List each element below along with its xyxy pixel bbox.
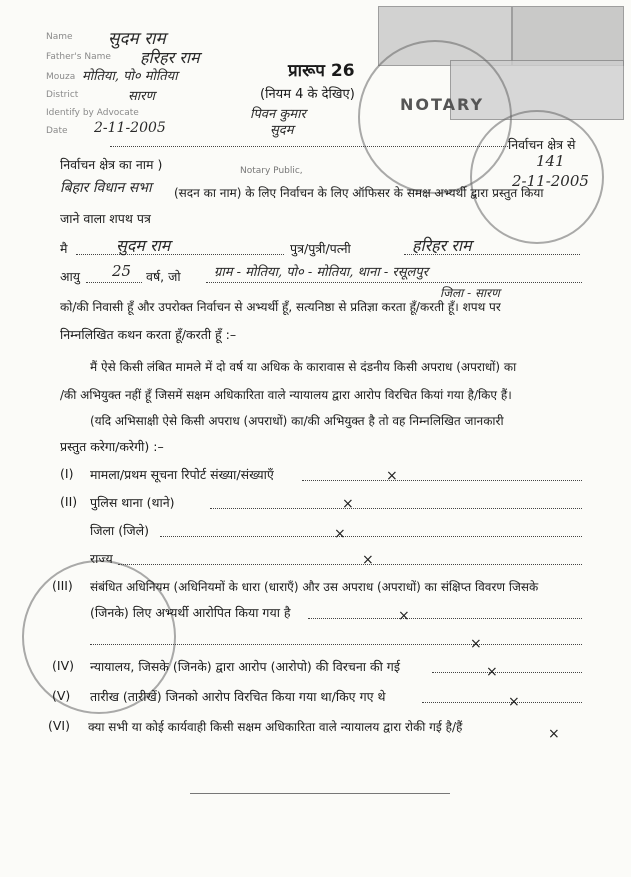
label-date: Date [46, 126, 68, 136]
dots-name [76, 254, 284, 255]
item-1-text: मामला/प्रथम सूचना रिपोर्ट संख्या/संख्याएँ [90, 467, 274, 482]
line-statement: निम्नलिखित कथन करता हूँ/करती हूँ :– [60, 327, 237, 342]
label-mouza: Mouza [46, 72, 76, 82]
notary-public: Notary Public, [240, 166, 303, 176]
hw-father-2: हरिहर राम [412, 236, 472, 255]
item-5-line [308, 618, 582, 619]
hw-constituency-date: 2-11-2005 [512, 172, 589, 190]
hw-name: सुदम राम [108, 29, 166, 49]
label-name: Name [46, 32, 73, 42]
cross-mark: × [386, 468, 398, 484]
para-2b: प्रस्तुत करेगा/करेगी) :– [60, 439, 164, 454]
hw-father: हरिहर राम [140, 48, 200, 67]
item-7-text: न्यायालय, जिसके (जिनके) द्वारा आरोप (आरोपो) की विरचना की गई [90, 659, 400, 674]
item-5-line-2 [90, 644, 582, 645]
item-2-text: पुलिस थाना (थाने) [90, 495, 175, 510]
line-affidavit: जाने वाला शपथ पत्र [60, 211, 151, 226]
label-advocate: Identify by Advocate [46, 108, 139, 118]
cross-mark: × [342, 496, 354, 512]
item-2-line [210, 508, 582, 509]
hw-address: ग्राम - मोतिया, पो० - मोतिया, थाना - रसूलपुर [214, 265, 429, 280]
hw-address-2: जिला - सारण [440, 286, 500, 300]
hw-constituency-no: 141 [536, 152, 565, 170]
line-constituency-name: निर्वाचन क्षेत्र का नाम ) [60, 157, 163, 172]
hw-age: 25 [112, 262, 132, 280]
hw-district: सारण [128, 89, 155, 104]
cross-mark: × [486, 664, 498, 680]
hw-house: बिहार विधान सभा [60, 180, 152, 196]
fee-stamp [512, 6, 624, 66]
item-4-text: राज्य [90, 551, 113, 566]
item-5-text: संबंधित अधिनियम (अधिनियमों के धारा (धाराएँ) और उस अपराध (अपराधों) का संक्षिप्त विवरण जिसके [90, 580, 539, 594]
line-main: मै [60, 241, 68, 256]
item-9-num: (VI) [48, 718, 70, 733]
item-1-line [302, 480, 582, 481]
item-3-line [160, 536, 582, 537]
hw-signature: सुदम [270, 123, 294, 138]
item-3-text: जिला (जिले) [90, 523, 149, 538]
cross-mark: × [470, 636, 482, 652]
dots-age [86, 282, 142, 283]
cross-mark: × [548, 726, 560, 742]
item-2-num: (II) [60, 494, 78, 509]
item-7-line [432, 672, 582, 673]
dots-address [206, 282, 582, 283]
form-number: प्रारूप 26 [288, 61, 355, 81]
cross-mark: × [398, 608, 410, 624]
line-resident: को/की निवासी हूँ और उपरोक्त निर्वाचन से अभ्यर्थी हूँ, सत्यनिष्ठा से प्रतिज्ञा करता हूँ/करती हूँ। शपथ पर [60, 300, 501, 314]
dots-top [110, 146, 508, 147]
hw-village: मोतिया, पो० मोतिया [82, 69, 178, 84]
item-4-line [118, 564, 582, 565]
label-district: District [46, 90, 79, 100]
line-years: वर्ष, जो [146, 269, 181, 284]
hw-date: 2-11-2005 [94, 120, 166, 136]
item-8-line [422, 702, 582, 703]
bottom-rule [190, 793, 450, 794]
line-constituency-from: निर्वाचन क्षेत्र से [508, 137, 576, 152]
cross-mark: × [508, 694, 520, 710]
item-5-num: (III) [52, 578, 73, 593]
cross-mark: × [334, 526, 346, 542]
para-1a: मैं ऐसे किसी लंबित मामले में दो वर्ष या अधिक के कारावास से दंडनीय किसी अपराध (अपराधों) का [90, 360, 517, 374]
item-8-text: तारीख (तारीखें) जिनको आरोप विरचित किया गया था/किए गए थे [90, 689, 386, 704]
item-7-num: (IV) [52, 658, 74, 673]
item-1-num: (I) [60, 466, 74, 481]
line-age: आयु [60, 269, 81, 284]
para-1b: /की अभियुक्त नहीं हूँ जिसमें सक्षम अधिकारिता वाले न्यायालय द्वारा आरोप विरचित कियां गया है/किए हैं। [60, 388, 512, 402]
item-8-num: (V) [52, 688, 71, 703]
cross-mark: × [362, 552, 374, 568]
form-rule: (नियम 4 के देखिए) [260, 87, 355, 102]
seal-text: NOTARY [400, 95, 485, 114]
para-2a: (यदि अभिसाक्षी ऐसे किसी अपराध (अपराधों) का/की अभियुक्त है तो वह निम्नलिखित जानकारी [90, 414, 504, 428]
line-house: (सदन का नाम) के लिए निर्वाचन के लिए ऑफिसर के समक्ष अभ्यर्थी द्वारा प्रस्तुत किया [174, 186, 544, 200]
hw-advocate: पिवन कुमार [250, 107, 306, 122]
item-9-text: क्या सभी या कोई कार्यवाही किसी सक्षम अधिकारिता वाले न्यायालय द्वारा रोकी गई है/हैं [88, 720, 463, 734]
line-relation: पुत्र/पुत्री/पत्नी [290, 241, 351, 256]
item-5b-text: (जिनके) लिए अभ्यर्थी आरोपित किया गया है [90, 605, 291, 620]
hw-name-2: सुदम राम [116, 236, 171, 255]
label-father: Father's Name [46, 52, 111, 62]
